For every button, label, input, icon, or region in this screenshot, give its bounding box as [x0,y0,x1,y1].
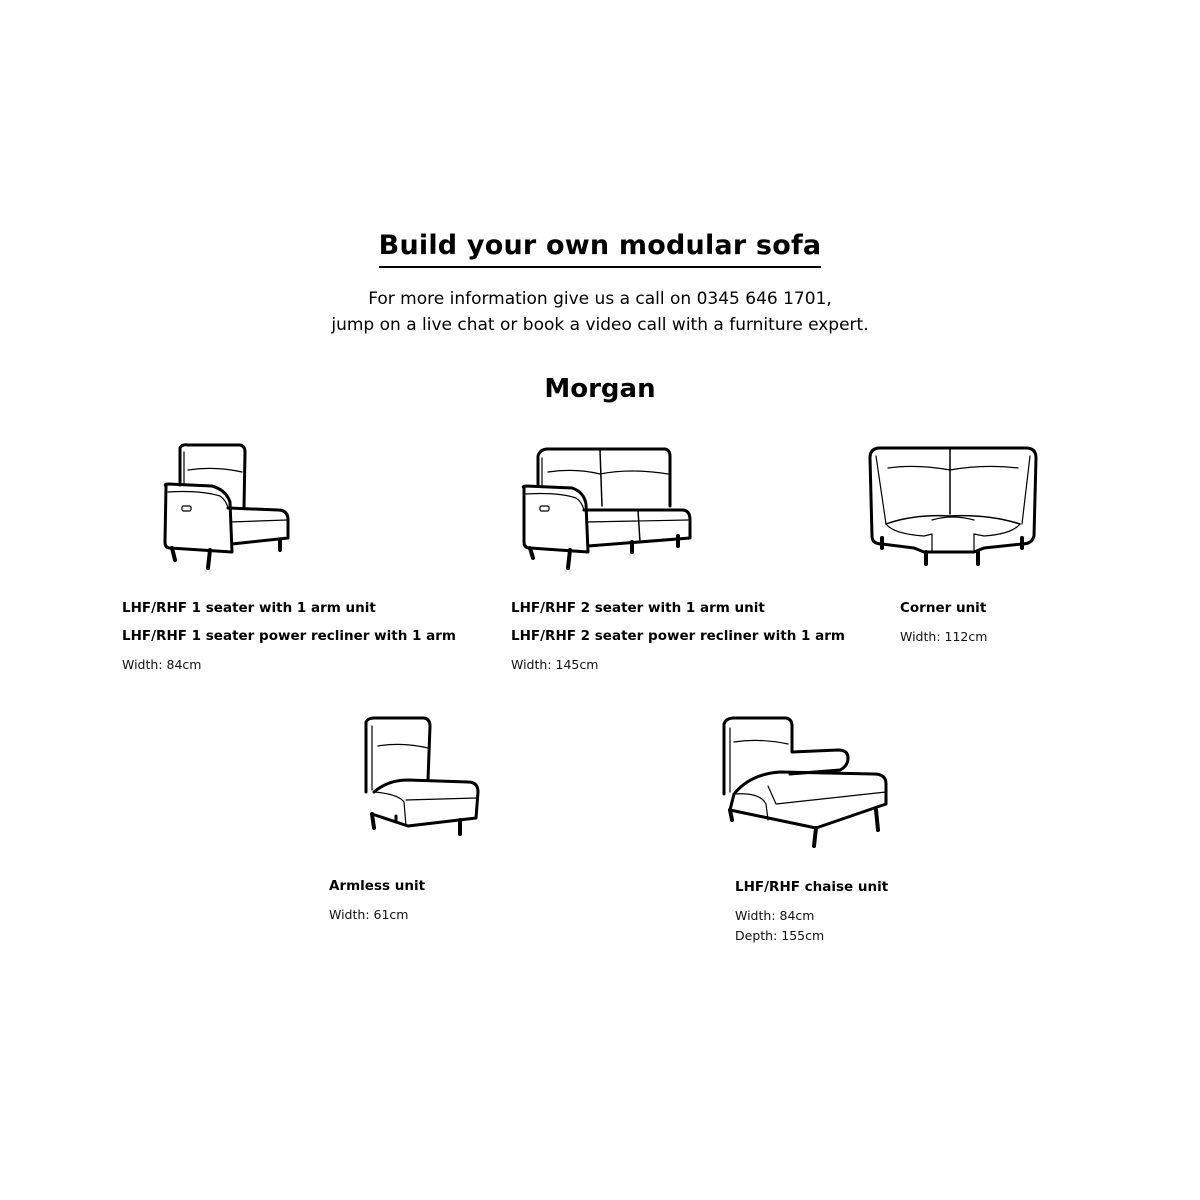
page-title [0,228,1200,268]
unit-2-name: LHF/RHF 2 seater with 1 arm unit [511,600,765,616]
unit-2-name-recliner: LHF/RHF 2 seater power recliner with 1 arm [511,628,845,644]
range-name: Morgan [544,374,656,404]
two-seater-one-arm-sofa-icon [520,444,695,574]
unit-5-depth: Depth: 155cm [735,928,825,943]
unit-4-width: Width: 61cm [329,907,409,922]
unit-5-width: Width: 84cm [735,908,815,923]
intro-line-1: For more information give us a call on 0345 646 1701, [368,289,832,309]
unit-1-name: LHF/RHF 1 seater with 1 arm unit [122,600,376,616]
unit-3-name: Corner unit [900,600,987,616]
chaise-unit-sofa-icon [720,714,895,854]
unit-5-name: LHF/RHF chaise unit [735,879,889,895]
unit-4-name: Armless unit [329,878,426,894]
page-title-text: Build your own modular sofa [379,228,822,268]
unit-2-width: Width: 145cm [511,657,599,672]
armless-unit-sofa-icon [360,714,485,839]
corner-unit-sofa-icon [866,444,1041,569]
intro-text [0,286,1200,338]
one-seater-one-arm-sofa-icon [160,440,295,575]
unit-1-width: Width: 84cm [122,657,202,672]
intro-line-2: jump on a live chat or book a video call with a furniture expert. [331,315,869,335]
unit-1-name-recliner: LHF/RHF 1 seater power recliner with 1 arm [122,628,456,644]
unit-3-width: Width: 112cm [900,629,988,644]
